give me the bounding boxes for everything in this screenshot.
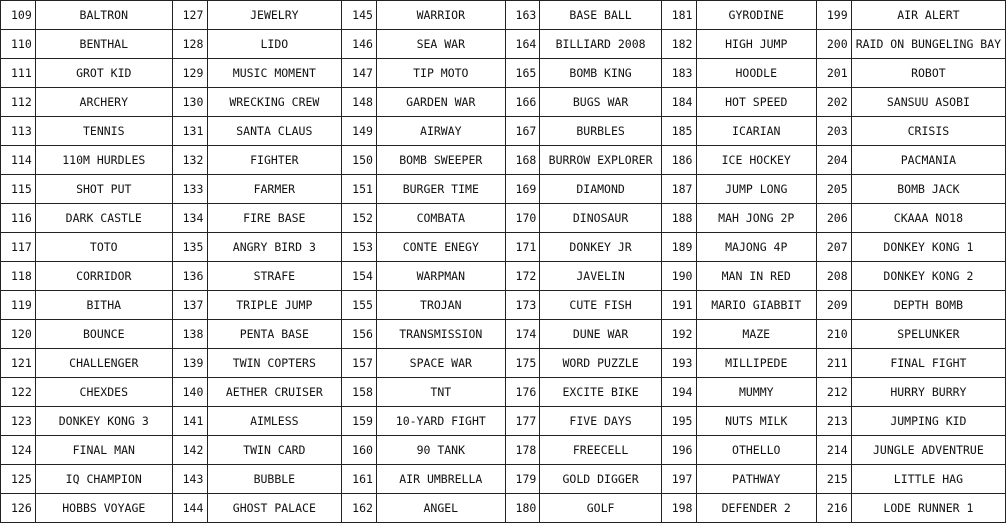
game-title: TRANSMISSION bbox=[377, 320, 505, 349]
game-number: 119 bbox=[1, 291, 36, 320]
game-title: CUTE FISH bbox=[540, 291, 661, 320]
game-number: 196 bbox=[661, 436, 696, 465]
game-title: TIP MOTO bbox=[377, 59, 505, 88]
game-number: 138 bbox=[172, 320, 207, 349]
game-number: 188 bbox=[661, 204, 696, 233]
game-title: BOUNCE bbox=[35, 320, 172, 349]
game-number: 132 bbox=[172, 146, 207, 175]
game-number: 123 bbox=[1, 407, 36, 436]
game-title: BURBLES bbox=[540, 117, 661, 146]
game-number: 151 bbox=[342, 175, 377, 204]
game-title: AETHER CRUISER bbox=[207, 378, 342, 407]
game-title: MAJONG 4P bbox=[696, 233, 816, 262]
table-row bbox=[1, 262, 1006, 291]
game-number: 113 bbox=[1, 117, 36, 146]
game-title: COMBATA bbox=[377, 204, 505, 233]
game-title: BUGS WAR bbox=[540, 88, 661, 117]
game-number: 117 bbox=[1, 233, 36, 262]
game-title: TOTO bbox=[35, 233, 172, 262]
game-title: FIGHTER bbox=[207, 146, 342, 175]
game-title: IQ CHAMPION bbox=[35, 465, 172, 494]
game-number: 145 bbox=[342, 1, 377, 30]
game-title: FIRE BASE bbox=[207, 204, 342, 233]
game-title: JUNGLE ADVENTRUE bbox=[851, 436, 1005, 465]
game-number: 190 bbox=[661, 262, 696, 291]
game-number: 182 bbox=[661, 30, 696, 59]
game-title: DARK CASTLE bbox=[35, 204, 172, 233]
game-number: 158 bbox=[342, 378, 377, 407]
game-title: BASE BALL bbox=[540, 1, 661, 30]
game-title: FINAL MAN bbox=[35, 436, 172, 465]
game-number: 204 bbox=[816, 146, 851, 175]
game-number: 194 bbox=[661, 378, 696, 407]
game-title: BITHA bbox=[35, 291, 172, 320]
game-number: 216 bbox=[816, 494, 851, 523]
game-number: 162 bbox=[342, 494, 377, 523]
game-title: TROJAN bbox=[377, 291, 505, 320]
game-title: DIAMOND bbox=[540, 175, 661, 204]
game-title: PENTA BASE bbox=[207, 320, 342, 349]
game-title: MAN IN RED bbox=[696, 262, 816, 291]
game-title: BILLIARD 2008 bbox=[540, 30, 661, 59]
game-title: BURROW EXPLORER bbox=[540, 146, 661, 175]
game-number: 207 bbox=[816, 233, 851, 262]
game-number: 191 bbox=[661, 291, 696, 320]
game-number: 210 bbox=[816, 320, 851, 349]
game-number: 181 bbox=[661, 1, 696, 30]
game-title: DONKEY KONG 3 bbox=[35, 407, 172, 436]
game-title: PATHWAY bbox=[696, 465, 816, 494]
game-title: ANGEL bbox=[377, 494, 505, 523]
game-title: AIRWAY bbox=[377, 117, 505, 146]
game-title: ICARIAN bbox=[696, 117, 816, 146]
table-row bbox=[1, 30, 1006, 59]
game-title: AIMLESS bbox=[207, 407, 342, 436]
game-number: 168 bbox=[505, 146, 540, 175]
table-row bbox=[1, 175, 1006, 204]
game-number: 148 bbox=[342, 88, 377, 117]
game-number: 146 bbox=[342, 30, 377, 59]
game-number: 118 bbox=[1, 262, 36, 291]
table-row bbox=[1, 59, 1006, 88]
game-number: 135 bbox=[172, 233, 207, 262]
game-title: GYRODINE bbox=[696, 1, 816, 30]
game-title: MAH JONG 2P bbox=[696, 204, 816, 233]
game-title: HOODLE bbox=[696, 59, 816, 88]
game-title: CRISIS bbox=[851, 117, 1005, 146]
game-title: BURGER TIME bbox=[377, 175, 505, 204]
game-number: 154 bbox=[342, 262, 377, 291]
game-number: 183 bbox=[661, 59, 696, 88]
game-number: 116 bbox=[1, 204, 36, 233]
game-title: RAID ON BUNGELING BAY bbox=[851, 30, 1005, 59]
game-title: TENNIS bbox=[35, 117, 172, 146]
game-title: LODE RUNNER 1 bbox=[851, 494, 1005, 523]
game-number: 170 bbox=[505, 204, 540, 233]
game-number: 179 bbox=[505, 465, 540, 494]
game-title: SANSUU ASOBI bbox=[851, 88, 1005, 117]
game-number: 160 bbox=[342, 436, 377, 465]
game-title: FREECELL bbox=[540, 436, 661, 465]
game-title: CORRIDOR bbox=[35, 262, 172, 291]
game-number: 177 bbox=[505, 407, 540, 436]
game-title: DEPTH BOMB bbox=[851, 291, 1005, 320]
game-title: DONKEY KONG 2 bbox=[851, 262, 1005, 291]
game-number: 128 bbox=[172, 30, 207, 59]
game-title: GHOST PALACE bbox=[207, 494, 342, 523]
game-title: MAZE bbox=[696, 320, 816, 349]
game-title: SPACE WAR bbox=[377, 349, 505, 378]
game-number: 206 bbox=[816, 204, 851, 233]
game-number: 213 bbox=[816, 407, 851, 436]
game-title: FIVE DAYS bbox=[540, 407, 661, 436]
game-number: 139 bbox=[172, 349, 207, 378]
game-title: WORD PUZZLE bbox=[540, 349, 661, 378]
game-title: DUNE WAR bbox=[540, 320, 661, 349]
game-title: SEA WAR bbox=[377, 30, 505, 59]
table-row bbox=[1, 436, 1006, 465]
game-number: 112 bbox=[1, 88, 36, 117]
table-row bbox=[1, 233, 1006, 262]
game-number: 155 bbox=[342, 291, 377, 320]
game-title: CHALLENGER bbox=[35, 349, 172, 378]
game-title: DINOSAUR bbox=[540, 204, 661, 233]
game-number: 125 bbox=[1, 465, 36, 494]
game-number: 115 bbox=[1, 175, 36, 204]
game-title: 10-YARD FIGHT bbox=[377, 407, 505, 436]
game-number: 165 bbox=[505, 59, 540, 88]
game-title: TNT bbox=[377, 378, 505, 407]
game-number: 193 bbox=[661, 349, 696, 378]
game-title: GROT KID bbox=[35, 59, 172, 88]
game-title: TWIN CARD bbox=[207, 436, 342, 465]
game-title: BUBBLE bbox=[207, 465, 342, 494]
game-title: FINAL FIGHT bbox=[851, 349, 1005, 378]
game-title: HOBBS VOYAGE bbox=[35, 494, 172, 523]
game-number: 184 bbox=[661, 88, 696, 117]
game-number: 171 bbox=[505, 233, 540, 262]
game-title: PACMANIA bbox=[851, 146, 1005, 175]
game-number: 157 bbox=[342, 349, 377, 378]
game-title: FARMER bbox=[207, 175, 342, 204]
game-number: 211 bbox=[816, 349, 851, 378]
game-number: 175 bbox=[505, 349, 540, 378]
game-title: CONTE ENEGY bbox=[377, 233, 505, 262]
game-title: 110M HURDLES bbox=[35, 146, 172, 175]
game-number: 205 bbox=[816, 175, 851, 204]
game-title: CHEXDES bbox=[35, 378, 172, 407]
game-number: 200 bbox=[816, 30, 851, 59]
game-number: 167 bbox=[505, 117, 540, 146]
game-number: 137 bbox=[172, 291, 207, 320]
game-number: 198 bbox=[661, 494, 696, 523]
game-title: BALTRON bbox=[35, 1, 172, 30]
game-number: 159 bbox=[342, 407, 377, 436]
game-title: NUTS MILK bbox=[696, 407, 816, 436]
game-title: HOT SPEED bbox=[696, 88, 816, 117]
game-number: 136 bbox=[172, 262, 207, 291]
game-number: 208 bbox=[816, 262, 851, 291]
game-number: 141 bbox=[172, 407, 207, 436]
game-number: 133 bbox=[172, 175, 207, 204]
game-title: 90 TANK bbox=[377, 436, 505, 465]
game-title: GOLF bbox=[540, 494, 661, 523]
game-number: 143 bbox=[172, 465, 207, 494]
table-row bbox=[1, 407, 1006, 436]
game-number: 121 bbox=[1, 349, 36, 378]
game-number: 163 bbox=[505, 1, 540, 30]
game-number: 124 bbox=[1, 436, 36, 465]
game-number: 215 bbox=[816, 465, 851, 494]
game-title: MUMMY bbox=[696, 378, 816, 407]
table-row bbox=[1, 349, 1006, 378]
game-title: HIGH JUMP bbox=[696, 30, 816, 59]
game-number: 169 bbox=[505, 175, 540, 204]
game-title: MUSIC MOMENT bbox=[207, 59, 342, 88]
game-title: WARRIOR bbox=[377, 1, 505, 30]
game-title: MILLIPEDE bbox=[696, 349, 816, 378]
game-title: DONKEY JR bbox=[540, 233, 661, 262]
game-title: BENTHAL bbox=[35, 30, 172, 59]
game-number: 172 bbox=[505, 262, 540, 291]
game-number: 129 bbox=[172, 59, 207, 88]
game-title: DEFENDER 2 bbox=[696, 494, 816, 523]
table-row bbox=[1, 465, 1006, 494]
game-number: 178 bbox=[505, 436, 540, 465]
game-title: GOLD DIGGER bbox=[540, 465, 661, 494]
game-title: CKAAA NO18 bbox=[851, 204, 1005, 233]
game-number: 127 bbox=[172, 1, 207, 30]
game-title: EXCITE BIKE bbox=[540, 378, 661, 407]
game-number: 142 bbox=[172, 436, 207, 465]
game-title: AIR UMBRELLA bbox=[377, 465, 505, 494]
game-number: 195 bbox=[661, 407, 696, 436]
game-title: SANTA CLAUS bbox=[207, 117, 342, 146]
game-title: SPELUNKER bbox=[851, 320, 1005, 349]
game-number: 147 bbox=[342, 59, 377, 88]
game-number: 202 bbox=[816, 88, 851, 117]
game-number: 176 bbox=[505, 378, 540, 407]
table-row bbox=[1, 117, 1006, 146]
game-number: 156 bbox=[342, 320, 377, 349]
game-number: 187 bbox=[661, 175, 696, 204]
game-title: ROBOT bbox=[851, 59, 1005, 88]
game-title: BOMB SWEEPER bbox=[377, 146, 505, 175]
game-number: 209 bbox=[816, 291, 851, 320]
game-title: ARCHERY bbox=[35, 88, 172, 117]
game-number: 189 bbox=[661, 233, 696, 262]
game-number: 111 bbox=[1, 59, 36, 88]
table-row bbox=[1, 204, 1006, 233]
game-title: LIDO bbox=[207, 30, 342, 59]
game-title: JEWELRY bbox=[207, 1, 342, 30]
game-number: 164 bbox=[505, 30, 540, 59]
game-number: 131 bbox=[172, 117, 207, 146]
game-number: 203 bbox=[816, 117, 851, 146]
game-title: SHOT PUT bbox=[35, 175, 172, 204]
game-number: 130 bbox=[172, 88, 207, 117]
game-title: GARDEN WAR bbox=[377, 88, 505, 117]
game-number: 110 bbox=[1, 30, 36, 59]
game-number: 212 bbox=[816, 378, 851, 407]
game-number: 150 bbox=[342, 146, 377, 175]
game-number: 109 bbox=[1, 1, 36, 30]
game-number: 173 bbox=[505, 291, 540, 320]
game-title: BOMB KING bbox=[540, 59, 661, 88]
game-title: ANGRY BIRD 3 bbox=[207, 233, 342, 262]
game-title: AIR ALERT bbox=[851, 1, 1005, 30]
table-row bbox=[1, 320, 1006, 349]
game-number: 140 bbox=[172, 378, 207, 407]
game-title: MARIO GIABBIT bbox=[696, 291, 816, 320]
game-number: 185 bbox=[661, 117, 696, 146]
game-number: 134 bbox=[172, 204, 207, 233]
game-number: 120 bbox=[1, 320, 36, 349]
game-number: 122 bbox=[1, 378, 36, 407]
game-number: 197 bbox=[661, 465, 696, 494]
game-title: TRIPLE JUMP bbox=[207, 291, 342, 320]
game-number: 114 bbox=[1, 146, 36, 175]
table-row bbox=[1, 494, 1006, 523]
game-number: 144 bbox=[172, 494, 207, 523]
game-title: OTHELLO bbox=[696, 436, 816, 465]
table-row bbox=[1, 146, 1006, 175]
game-title: STRAFE bbox=[207, 262, 342, 291]
table-row bbox=[1, 291, 1006, 320]
game-title: BOMB JACK bbox=[851, 175, 1005, 204]
game-number: 166 bbox=[505, 88, 540, 117]
game-number: 149 bbox=[342, 117, 377, 146]
game-title: JUMPING KID bbox=[851, 407, 1005, 436]
game-title: LITTLE HAG bbox=[851, 465, 1005, 494]
game-number: 126 bbox=[1, 494, 36, 523]
game-number: 180 bbox=[505, 494, 540, 523]
game-number: 201 bbox=[816, 59, 851, 88]
game-title: ICE HOCKEY bbox=[696, 146, 816, 175]
game-title: JAVELIN bbox=[540, 262, 661, 291]
game-title: DONKEY KONG 1 bbox=[851, 233, 1005, 262]
game-title: WRECKING CREW bbox=[207, 88, 342, 117]
table-row bbox=[1, 1, 1006, 30]
game-number: 192 bbox=[661, 320, 696, 349]
game-number: 153 bbox=[342, 233, 377, 262]
game-list-body bbox=[1, 1, 1006, 523]
game-title: HURRY BURRY bbox=[851, 378, 1005, 407]
game-number: 214 bbox=[816, 436, 851, 465]
game-title: JUMP LONG bbox=[696, 175, 816, 204]
table-row bbox=[1, 88, 1006, 117]
table-row bbox=[1, 378, 1006, 407]
game-number: 161 bbox=[342, 465, 377, 494]
game-number: 199 bbox=[816, 1, 851, 30]
game-number: 152 bbox=[342, 204, 377, 233]
game-title: TWIN COPTERS bbox=[207, 349, 342, 378]
game-title: WARPMAN bbox=[377, 262, 505, 291]
game-number: 186 bbox=[661, 146, 696, 175]
game-number: 174 bbox=[505, 320, 540, 349]
